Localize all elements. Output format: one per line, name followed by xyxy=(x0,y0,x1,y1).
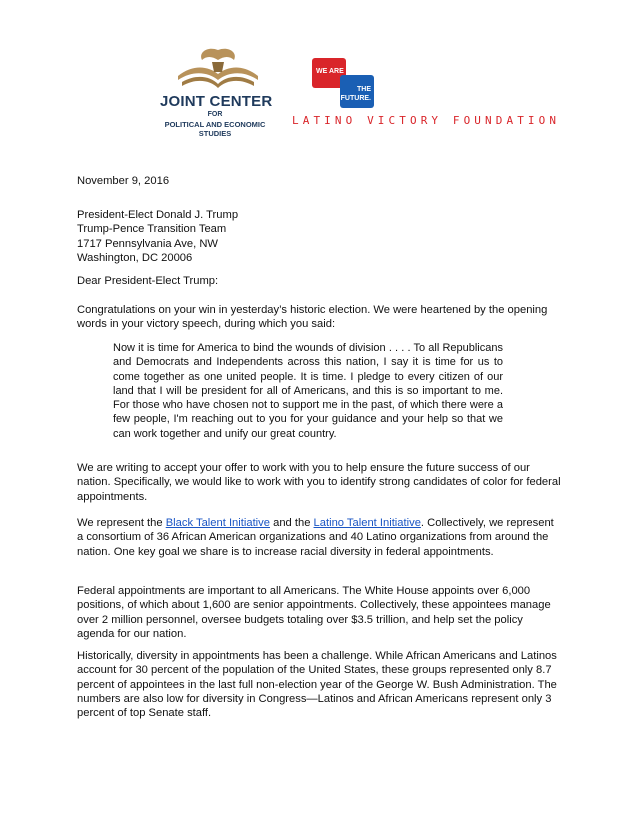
latino-talent-initiative-link[interactable]: Latino Talent Initiative xyxy=(313,517,421,529)
joint-center-for: FOR xyxy=(207,111,223,118)
paragraph-3 xyxy=(77,516,563,559)
joint-center-logo xyxy=(160,46,273,150)
joint-center-subtitle: POLITICAL AND ECONOMIC xyxy=(164,120,266,129)
joint-center-subtitle-2: STUDIES xyxy=(198,129,232,138)
address-line: President-Elect Donald J. Trump xyxy=(77,209,239,221)
bubble-text-1: WE ARE xyxy=(316,68,344,75)
joint-center-title: JOINT CENTER xyxy=(160,93,273,110)
bubble-text-2a: THE xyxy=(357,86,371,93)
speech-bubble-icon xyxy=(340,75,374,108)
address-line: Trump-Pence Transition Team xyxy=(77,223,227,236)
p3-text-after: . Collectively, we represent a consortium of 36 African American organizations and 40 Latino organizations from around the nation. One key goal we share is to increase racial diversity in federal appointments. xyxy=(77,517,554,558)
latino-victory-name xyxy=(292,114,560,127)
salutation: Dear President-Elect Trump: xyxy=(77,275,219,287)
paragraph-2: We are writing to accept your offer to work with you to help ensure the future success of our nation. Specifically, we would like to work with you to identify strong candidates of color for federal appointments. xyxy=(77,462,561,503)
letter-date: November 9, 2016 xyxy=(77,175,170,187)
paragraph-1: Congratulations on your win in yesterday’s historic election. We were heartened by the opening words in your victory speech, during which you said: xyxy=(77,304,548,331)
latino-victory-name-1: LATINO xyxy=(292,114,357,127)
p3-text-before: We represent the xyxy=(77,517,166,529)
recipient-address xyxy=(77,208,563,265)
latino-victory-name-2: VICTORY FOUNDATION xyxy=(367,114,561,127)
bubble-text-2b: FUTURE. xyxy=(340,95,371,102)
eagle-book-icon xyxy=(168,46,268,92)
paragraph-4: Federal appointments are important to all Americans. The White House appoints over 6,000 positions, of which about 1,600 are senior appointments. Collectively, these appointees manage over 2 million personnel, oversee budgets totaling over $3.5 trillion, and help set the policy agenda for our nation. xyxy=(77,585,551,640)
latino-victory-logo xyxy=(292,58,561,130)
victory-speech-quote: Now it is time for America to bind the wounds of division . . . . To all Republicans and Democrats and Independents across this nation, I say it is time for us to come together as one united people. It is time. I pledge to every citizen of our land that I will be president for all of Americans, and this is so important to me. For those who have chosen not to support me in the past, of which there were a few people, I'm reaching out to you for your guidance and your help so that we can work together and unify our great country. xyxy=(113,342,503,440)
black-talent-initiative-link[interactable]: Black Talent Initiative xyxy=(165,517,270,529)
p3-text-mid: and the xyxy=(269,517,314,529)
address-line: 1717 Pennsylvania Ave, NW xyxy=(77,237,218,250)
address-line: Washington, DC 20006 xyxy=(77,251,193,264)
paragraph-5: Historically, diversity in appointments has been a challenge. While African Americans and Latinos account for 30 percent of the population of the United States, these groups represented only 8.7 percent of appointees in the last full non-election year of the George W. Bush Administration. The numbers are also low for diversity in Congress—Latinos and African Americans represent only 3 percent of top Senate staff. xyxy=(77,650,557,720)
